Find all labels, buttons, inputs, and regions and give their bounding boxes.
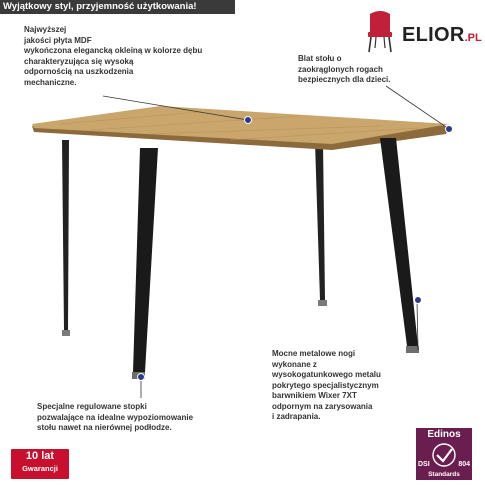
- brand-logo[interactable]: ELIOR.PL: [402, 24, 482, 46]
- mdf-note: Najwyższej jakości płyta MDF wykończona elegancką okleiną w kolorze dębu charakteryzująca się wysoką odpornością na uszkodzenia mechaniczne.: [24, 25, 203, 87]
- legs-note: Mocne metalowe nogi wykonane z wysokogatunkowego metalu pokrytego specjalistycznym barwnikiem Wixer 7XT odpornym na zarysowania i zadrapania.: [272, 349, 381, 421]
- back-right-foot: [318, 300, 327, 306]
- front-left-leg: [133, 148, 158, 372]
- warranty-badge: 10 lat Gwarancji: [10, 448, 70, 480]
- back-right-leg: [315, 142, 325, 300]
- certificate-badge: Edinos DSI 804 Standards: [418, 429, 470, 478]
- tabletop-note: Blat stołu o zaokrąglonych rogach bezpiecznych dla dzieci.: [298, 54, 391, 84]
- promo-banner: Wyjątkowy styl, przyjemność użytkowania!: [0, 0, 235, 14]
- back-left-leg: [62, 140, 69, 330]
- feet-note: Specjalne regulowane stopki pozwalające na idealne wypoziomowanie stołu nawet na nierównej podłodze.: [37, 402, 194, 432]
- back-left-foot: [62, 330, 70, 336]
- front-right-leg: [380, 138, 418, 346]
